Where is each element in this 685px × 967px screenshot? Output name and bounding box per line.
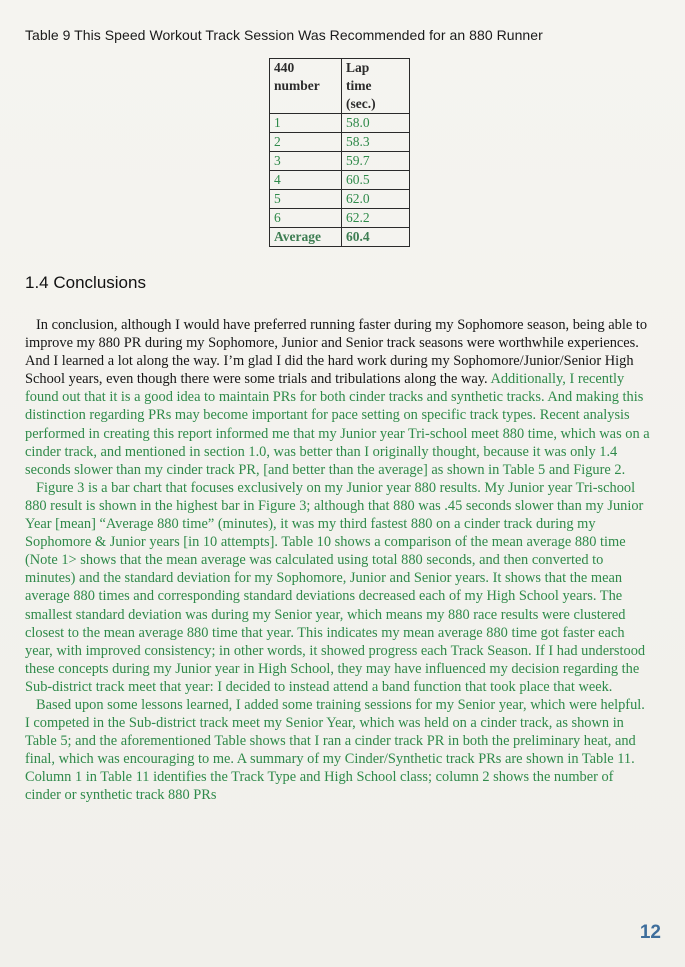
lap-number-cell: 4: [270, 171, 342, 190]
lap-number-cell: 1: [270, 114, 342, 133]
lap-time-cell: 58.3: [342, 133, 410, 152]
header-lap-time: Lap time (sec.): [342, 59, 410, 114]
lap-number-cell: 2: [270, 133, 342, 152]
table-row: [270, 114, 410, 133]
body-text: [25, 316, 653, 805]
lap-number-cell: 6: [270, 209, 342, 228]
table-row: [270, 209, 410, 228]
lap-time-cell: 60.5: [342, 171, 410, 190]
lap-number-cell: 3: [270, 152, 342, 171]
paragraph-1-dark-text: In conclusion, although I would have preferred running faster during my Sophomore season, being able to improve my 880 PR during my Sophomore, Junior and Senior track seasons were worthwhile experiences. And I learned a lot along the way. I’m glad I did the hard work during my Sophomore/Junior/Senior High School years, even though there were some trials and tribulations along the way.: [25, 317, 648, 388]
paragraph-1: [25, 316, 653, 479]
lap-times-table: [269, 58, 410, 247]
paragraph-1-green-text: Additionally, I recently found out that it is a good idea to maintain PRs for both cinder tracks and synthetic tracks. And making this distinction regarding PRs may become important for pace setting on specific track types. Recent analysis performed in creating this report informed me that my Junior year Tri-school meet 880 time, which was on a cinder track, and mentioned in section 1.0, was better than I originally thought, because it was only 1.4 seconds slower than my cinder track PR, [and better than the average] as shown in Table 5 and Figure 2.: [25, 371, 650, 478]
table-row: [270, 190, 410, 209]
average-label: Average: [270, 228, 342, 247]
table-row: [270, 152, 410, 171]
average-value: 60.4: [342, 228, 410, 247]
header-440-number: 440 number: [270, 59, 342, 114]
lap-time-cell: 62.0: [342, 190, 410, 209]
lap-time-cell: 62.2: [342, 209, 410, 228]
average-row: [270, 228, 410, 247]
paragraph-2: Figure 3 is a bar chart that focuses exclusively on my Junior year 880 results. My Junior year Tri-school 880 result is shown in the highest bar in Figure 3; although that 880 was .45 seconds slower than my Junior Year [mean] “Average 880 time” (minutes), it was my third fastest 880 on a cinder track during my Sophomore & Junior years [in 10 attempts]. Table 10 shows a comparison of the mean average 880 time (Note 1> shows that the mean average was calculated using total 880 seconds, and then converted to minutes) and the standard deviation for my Sophomore, Junior and Senior years. It shows that the mean average 880 times and corresponding standard deviations decreased each of my High School years. The smallest standard deviation was during my Senior year, which means my 880 race results were clustered closest to the mean average 880 time that year. This indicates my mean average 880 time got faster each year, with improved consistency; in other words, it showed progress each Track Season. If I had understood these concepts during my Junior year in High School, they may have influenced my decision regarding the Sub-district track meet that year: I decided to instead attend a band function that took place that week.: [25, 479, 646, 695]
table-row: [270, 171, 410, 190]
table-caption: Table 9 This Speed Workout Track Session Was Recommended for an 880 Runner: [25, 27, 543, 43]
paragraph-3: Based upon some lessons learned, I added some training sessions for my Senior year, which were helpful. I competed in the Sub-district track meet my Senior Year, which was held on a cinder track, as shown in Table 5; and the aforementioned Table shows that I ran a cinder track PR in both the preliminary heat, and final, which was encouraging to me. A summary of my Cinder/Synthetic track PRs are shown in Table 11. Column 1 in Table 11 identifies the Track Type and High School class; column 2 shows the number of cinder or synthetic track 880 PRs: [25, 696, 645, 804]
lap-number-cell: 5: [270, 190, 342, 209]
lap-time-cell: 58.0: [342, 114, 410, 133]
section-heading: 1.4 Conclusions: [25, 273, 146, 292]
table-header-row: [270, 59, 410, 114]
table-row: [270, 133, 410, 152]
page-number: 12: [639, 922, 661, 943]
lap-time-cell: 59.7: [342, 152, 410, 171]
